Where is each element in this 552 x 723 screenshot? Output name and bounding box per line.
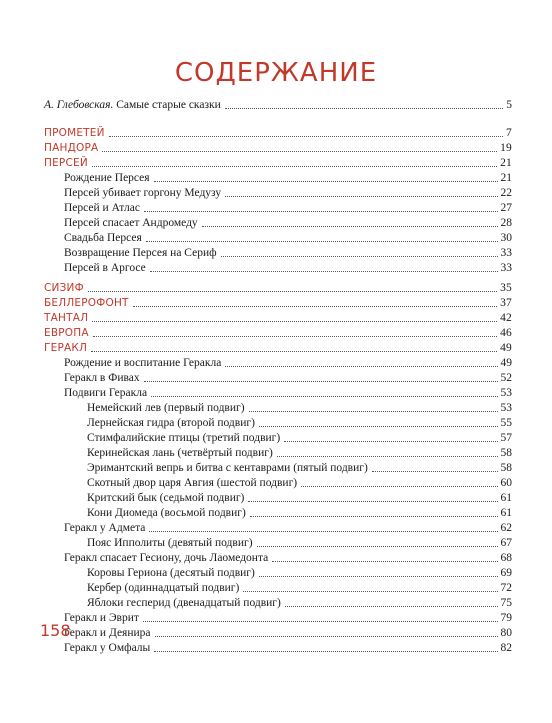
toc-entry-label: Кербер (одиннадцатый подвиг) — [87, 582, 240, 594]
toc-entry-label: ПРОМЕТЕЙ — [44, 127, 105, 139]
toc-entry-label: Персей убивает горгону Медузу — [64, 187, 222, 199]
toc-leader-dots — [146, 241, 498, 242]
toc-entry[interactable] — [0, 446, 552, 461]
toc-entry[interactable] — [0, 246, 552, 261]
toc-entry-label: Персей спасает Андромеду — [64, 217, 198, 229]
toc-entry[interactable] — [0, 506, 552, 521]
toc-entry-label: ПАНДОРА — [44, 142, 99, 154]
toc-entry-page: 72 — [500, 582, 512, 594]
toc-entry-page: 82 — [500, 642, 512, 654]
toc-entry-page: 75 — [500, 597, 512, 609]
toc-leader-dots — [257, 546, 498, 547]
toc-leader-dots — [272, 561, 498, 562]
toc-leader-dots — [91, 351, 497, 352]
toc-entry-label: Свадьба Персея — [64, 232, 142, 244]
toc-entry-label: Геракл спасает Гесиону, дочь Лаомедонта — [64, 552, 269, 564]
toc-entry-page: 49 — [500, 342, 512, 354]
toc-entry[interactable] — [0, 261, 552, 276]
toc-entry[interactable] — [0, 611, 552, 626]
toc-entry[interactable] — [0, 596, 552, 611]
toc-entry-page: 21 — [500, 157, 512, 169]
toc-leader-dots — [301, 486, 498, 487]
toc-entry-label: Возвращение Персея на Сериф — [64, 247, 217, 259]
toc-intro-author: А. Глебовская. — [44, 99, 114, 111]
toc-leader-dots — [248, 501, 498, 502]
toc-entry-page: 57 — [500, 432, 512, 444]
toc-entry[interactable] — [0, 476, 552, 491]
toc-entry-label: Лернейская гидра (второй подвиг) — [87, 417, 255, 429]
toc-leader-dots — [284, 441, 498, 442]
toc-entry-label: Немейский лев (первый подвиг) — [87, 402, 245, 414]
toc-entry[interactable] — [0, 296, 552, 311]
toc-entry[interactable] — [0, 216, 552, 231]
toc-entry-page: 61 — [500, 507, 512, 519]
toc-entry-label: Рождение Персея — [64, 172, 150, 184]
toc-entry-label: ТАНТАЛ — [44, 312, 89, 324]
toc-entry-page: 7 — [506, 127, 512, 139]
toc-leader-dots — [102, 151, 497, 152]
toc-leader-dots — [92, 166, 497, 167]
toc-entry-label: Скотный двор царя Авгия (шестой подвиг) — [87, 477, 298, 489]
toc-entry[interactable] — [0, 356, 552, 371]
toc-entry-page: 28 — [500, 217, 512, 229]
toc-entry-label: Керинейская лань (четвёртый подвиг) — [87, 447, 273, 459]
toc-entry[interactable] — [0, 536, 552, 551]
toc-entry-label: Эримантский вепрь и битва с кентаврами (пятый подвиг) — [87, 462, 368, 474]
toc-entry[interactable] — [0, 341, 552, 356]
toc-entry-label: ПЕРСЕЙ — [44, 157, 88, 169]
toc-leader-dots — [155, 636, 498, 637]
toc-leader-dots — [154, 181, 498, 182]
toc-leader-dots — [202, 226, 498, 227]
toc-entry-label: СИЗИФ — [44, 282, 84, 294]
toc-leader-dots — [133, 306, 497, 307]
toc-entry-label: Геракл и Эврит — [64, 612, 139, 624]
toc-entry-page: 52 — [500, 372, 512, 384]
toc-entry-page: 58 — [500, 447, 512, 459]
toc-leader-dots — [92, 321, 497, 322]
toc-entry-label: БЕЛЛЕРОФОНТ — [44, 297, 129, 309]
toc-entry-label: ГЕРАКЛ — [44, 342, 88, 354]
toc-leader-dots — [88, 291, 497, 292]
toc-entry-page: 53 — [500, 387, 512, 399]
toc-entry-page: 58 — [500, 462, 512, 474]
toc-entry[interactable] — [0, 281, 552, 296]
toc-entry-page: 42 — [500, 312, 512, 324]
toc-leader-dots — [109, 136, 503, 137]
toc-leader-dots — [150, 271, 498, 272]
toc-intro-label — [44, 98, 223, 113]
toc-entry-page: 33 — [500, 262, 512, 274]
toc-entry[interactable] — [0, 201, 552, 216]
toc-entry[interactable] — [0, 126, 552, 141]
toc-leader-dots — [93, 336, 497, 337]
page-title: СОДЕРЖАНИЕ — [174, 58, 378, 88]
toc-leader-dots — [250, 516, 498, 517]
toc-entry-label: Подвиги Геракла — [64, 387, 148, 399]
toc-leader-dots — [144, 381, 498, 382]
toc-entry[interactable] — [0, 521, 552, 536]
toc-entry-page: 35 — [500, 282, 512, 294]
toc-entry-label: Кони Диомеда (восьмой подвиг) — [87, 507, 246, 519]
toc-entry[interactable] — [0, 386, 552, 401]
toc-entry[interactable] — [0, 371, 552, 386]
toc-entry[interactable] — [0, 171, 552, 186]
toc-entry[interactable] — [0, 626, 552, 641]
toc-entry-label: Геракл в Фивах — [64, 372, 140, 384]
toc-intro-text: Самые старые сказки — [113, 99, 221, 111]
toc-entry-page: 68 — [500, 552, 512, 564]
toc-entry-label: Геракл и Деянира — [64, 627, 151, 639]
toc-entry-page: 19 — [500, 142, 512, 154]
toc-entry[interactable] — [0, 416, 552, 431]
toc-entry-label: Геракл у Адмета — [64, 522, 146, 534]
toc-entry[interactable] — [0, 311, 552, 326]
toc-intro-entry[interactable] — [0, 98, 552, 113]
toc-entry-label: ЕВРОПА — [44, 327, 89, 339]
toc-entry-label: Рождение и воспитание Геракла — [64, 357, 222, 369]
toc-leader-dots — [372, 471, 498, 472]
toc-entry[interactable] — [0, 461, 552, 476]
toc-entry[interactable] — [0, 156, 552, 171]
toc-intro-page: 5 — [506, 99, 512, 111]
toc-leader-dots — [259, 576, 498, 577]
toc-entry-label: Пояс Ипполиты (девятый подвиг) — [87, 537, 253, 549]
toc-leader-dots — [243, 591, 498, 592]
toc-leader-dots — [221, 256, 498, 257]
toc-entry-page: 27 — [500, 202, 512, 214]
toc-leader-dots — [151, 396, 498, 397]
toc-entry-page: 33 — [500, 247, 512, 259]
toc-leader-dots — [259, 426, 498, 427]
toc-entry-label: Персей в Аргосе — [64, 262, 146, 274]
toc-entry-page: 69 — [500, 567, 512, 579]
toc-entry-page: 67 — [500, 537, 512, 549]
toc-entry[interactable] — [0, 566, 552, 581]
toc-entry-page: 49 — [500, 357, 512, 369]
toc-entry-label: Коровы Гериона (десятый подвиг) — [87, 567, 255, 579]
toc-leader-dots — [143, 621, 498, 622]
toc-entry-page: 61 — [500, 492, 512, 504]
toc-entry-page: 37 — [500, 297, 512, 309]
toc-leader-dots — [154, 651, 498, 652]
toc-entry-label: Яблоки гесперид (двенадцатый подвиг) — [87, 597, 281, 609]
toc-entry[interactable] — [0, 431, 552, 446]
toc-entry-page: 30 — [500, 232, 512, 244]
toc-entry[interactable] — [0, 641, 552, 656]
toc-entry-page: 21 — [500, 172, 512, 184]
toc-leader-dots — [249, 411, 498, 412]
toc-entry[interactable] — [0, 231, 552, 246]
toc-entry-label: Геракл у Омфалы — [64, 642, 151, 654]
toc-entry[interactable] — [0, 141, 552, 156]
toc-entry-page: 60 — [500, 477, 512, 489]
page-number: 158 — [40, 621, 71, 640]
toc-entry-page: 80 — [500, 627, 512, 639]
toc-entry[interactable] — [0, 186, 552, 201]
toc-leader-dots — [225, 366, 498, 367]
toc-leader-dots — [225, 196, 498, 197]
toc-entry-label: Стимфалийские птицы (третий подвиг) — [87, 432, 281, 444]
toc-entry[interactable] — [0, 551, 552, 566]
toc-entry-page: 46 — [500, 327, 512, 339]
toc-entry-label: Критский бык (седьмой подвиг) — [87, 492, 245, 504]
toc-entry-page: 55 — [500, 417, 512, 429]
toc-entry-page: 62 — [500, 522, 512, 534]
toc-entry[interactable] — [0, 401, 552, 416]
toc-entry-page: 53 — [500, 402, 512, 414]
toc-leader-dots — [277, 456, 498, 457]
toc-entry[interactable] — [0, 326, 552, 341]
toc-leader-dots — [285, 606, 498, 607]
toc-entry[interactable] — [0, 581, 552, 596]
toc-entry-page: 79 — [500, 612, 512, 624]
toc-leader-dots — [149, 531, 498, 532]
toc-entry[interactable] — [0, 491, 552, 506]
toc-leader-dots — [144, 211, 498, 212]
toc-leader-dots — [225, 108, 503, 109]
toc-entry-page: 22 — [500, 187, 512, 199]
toc-entry-label: Персей и Атлас — [64, 202, 140, 214]
